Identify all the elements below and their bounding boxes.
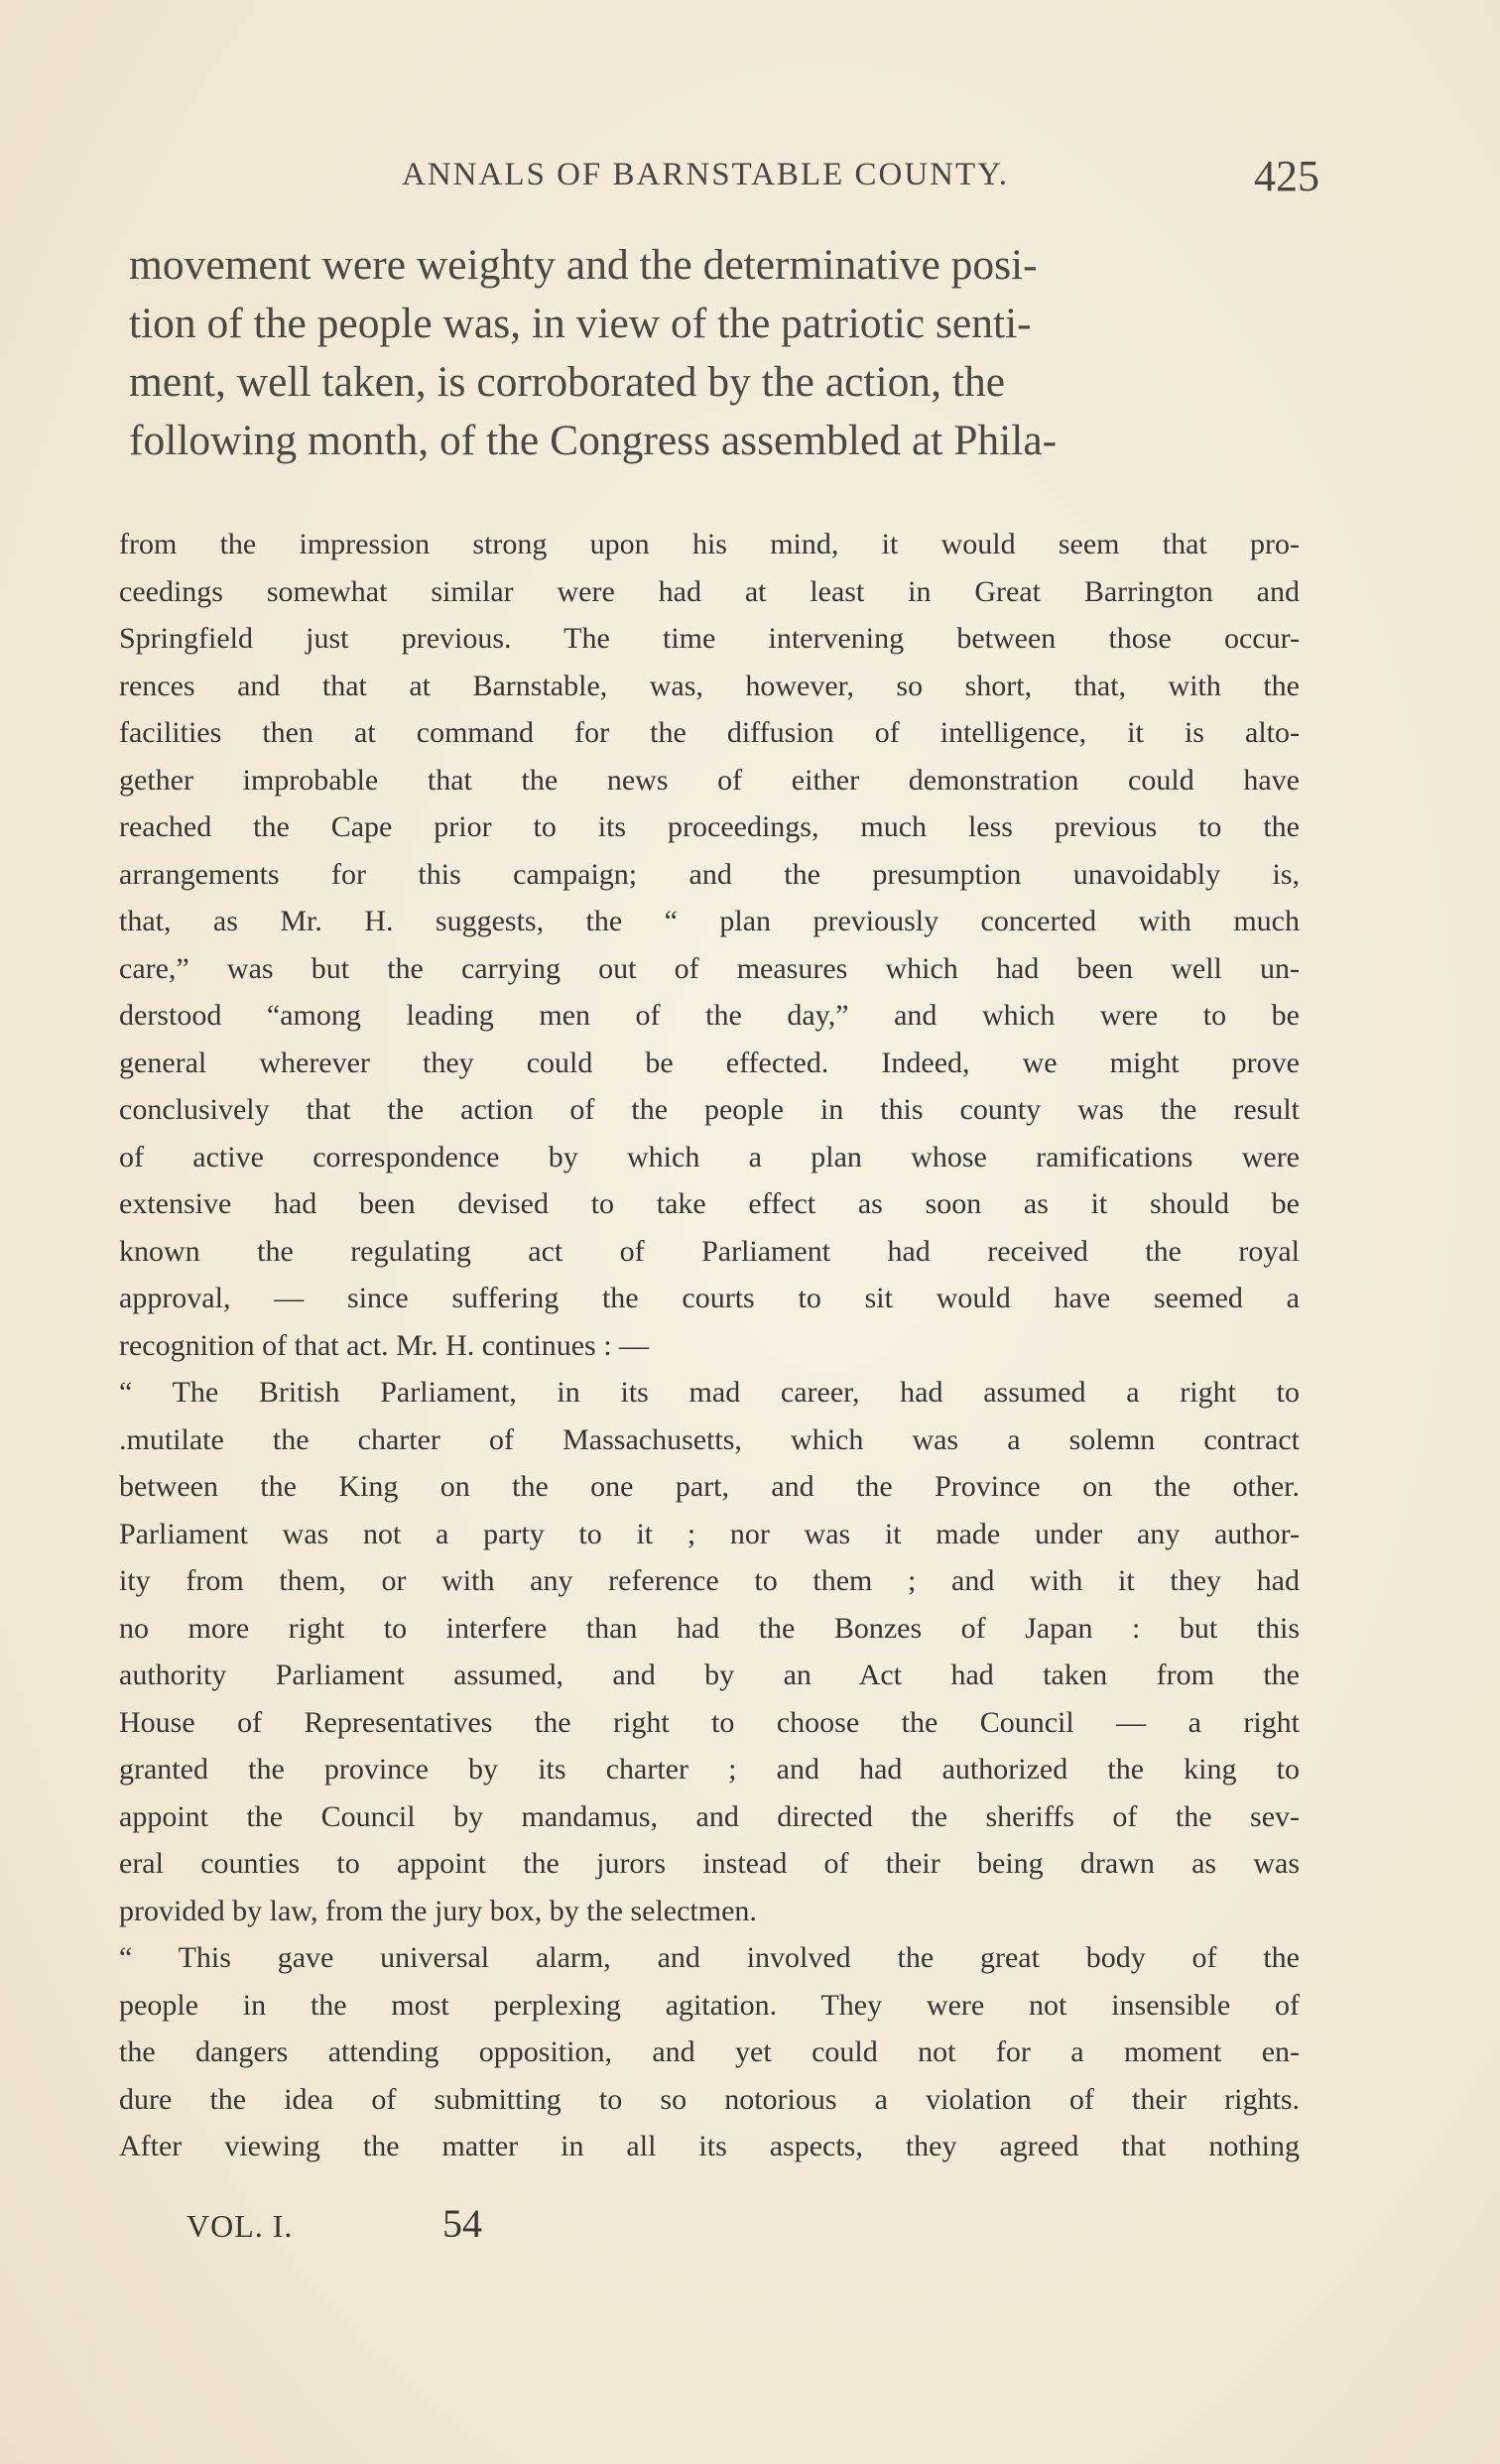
body-line: of active correspondence by which a plan whose ramifications were bbox=[119, 1140, 1300, 1173]
running-head: ANNALS OF BARNSTABLE COUNTY. bbox=[402, 157, 1009, 192]
lead-line: following month, of the Congress assembled at Phila- bbox=[129, 417, 1058, 464]
body-line: .mutilate the charter of Massachusetts, which was a solemn contract bbox=[119, 1422, 1300, 1456]
body-line: derstood “among leading men of the day,” and which were to be bbox=[119, 999, 1300, 1032]
body-line: Springfield just previous. The time intervening between those occur- bbox=[119, 622, 1300, 655]
page-footer bbox=[187, 2200, 782, 2256]
body-text bbox=[119, 521, 1300, 2170]
body-line: gether improbable that the news of either demonstration could have bbox=[119, 763, 1300, 797]
lead-line: ment, well taken, is corroborated by the action, the bbox=[129, 358, 1005, 406]
body-line: extensive had been devised to take effect as soon as it should be bbox=[119, 1187, 1300, 1220]
body-line: rences and that at Barnstable, was, however, so short, that, with the bbox=[119, 669, 1300, 702]
body-line: conclusively that the action of the people in this county was the result bbox=[119, 1093, 1300, 1126]
body-line: After viewing the matter in all its aspects, they agreed that nothing bbox=[119, 2130, 1300, 2162]
body-line: dure the idea of submitting to so notorious a violation of their rights. bbox=[119, 2082, 1300, 2116]
body-line: recognition of that act. Mr. H. continues : — bbox=[119, 1328, 650, 1362]
body-line: “ This gave universal alarm, and involved the great body of the bbox=[119, 1941, 1300, 1974]
body-line: appoint the Council by mandamus, and directed the sheriffs of the sev- bbox=[119, 1799, 1300, 1833]
body-line: the dangers attending opposition, and yet could not for a moment en- bbox=[119, 2035, 1300, 2068]
body-line: Parliament was not a party to it ; nor was it made under any author- bbox=[119, 1517, 1300, 1550]
body-line: known the regulating act of Parliament had received the royal bbox=[119, 1234, 1300, 1268]
body-line: ity from them, or with any reference to them ; and with it they had bbox=[119, 1564, 1300, 1597]
body-line: eral counties to appoint the jurors instead of their being drawn as was bbox=[119, 1847, 1300, 1880]
body-line: granted the province by its charter ; and had authorized the king to bbox=[119, 1753, 1300, 1786]
body-line: that, as Mr. H. suggests, the “ plan previously concerted with much bbox=[119, 905, 1300, 937]
body-line: arrangements for this campaign; and the presumption unavoidably is, bbox=[119, 857, 1300, 891]
signature-mark: 54 bbox=[442, 2201, 482, 2246]
body-line: House of Representatives the right to choose the Council — a right bbox=[119, 1705, 1300, 1739]
body-line: general wherever they could be effected. Indeed, we might prove bbox=[119, 1046, 1300, 1079]
body-line: “ The British Parliament, in its mad career, had assumed a right to bbox=[119, 1376, 1300, 1409]
body-line: between the King on the one part, and the Province on the other. bbox=[119, 1470, 1300, 1503]
body-line: no more right to interfere than had the Bonzes of Japan : but this bbox=[119, 1611, 1300, 1645]
body-line: people in the most perplexing agitation. They were not insensible of bbox=[119, 1988, 1300, 2022]
lead-paragraph bbox=[129, 236, 1290, 470]
body-line: from the impression strong upon his mind, it would seem that pro- bbox=[119, 528, 1300, 560]
lead-line: movement were weighty and the determinative posi- bbox=[129, 241, 1038, 289]
page-header bbox=[119, 151, 1319, 210]
volume-label: VOL. I. bbox=[187, 2208, 294, 2244]
body-line: care,” was but the carrying out of measures which had been well un- bbox=[119, 951, 1300, 985]
body-line: ceedings somewhat similar were had at least in Great Barrington and bbox=[119, 574, 1300, 608]
body-line: provided by law, from the jury box, by the selectmen. bbox=[119, 1894, 757, 1927]
lead-line: tion of the people was, in view of the patriotic senti- bbox=[129, 300, 1032, 347]
body-line: authority Parliament assumed, and by an Act had taken from the bbox=[119, 1659, 1300, 1691]
body-line: facilities then at command for the diffusion of intelligence, it is alto- bbox=[119, 716, 1300, 749]
page-number: 425 bbox=[1254, 152, 1319, 200]
body-line: approval, — since suffering the courts to sit would have seemed a bbox=[119, 1282, 1300, 1314]
body-line: reached the Cape prior to its proceedings, much less previous to the bbox=[119, 810, 1300, 843]
